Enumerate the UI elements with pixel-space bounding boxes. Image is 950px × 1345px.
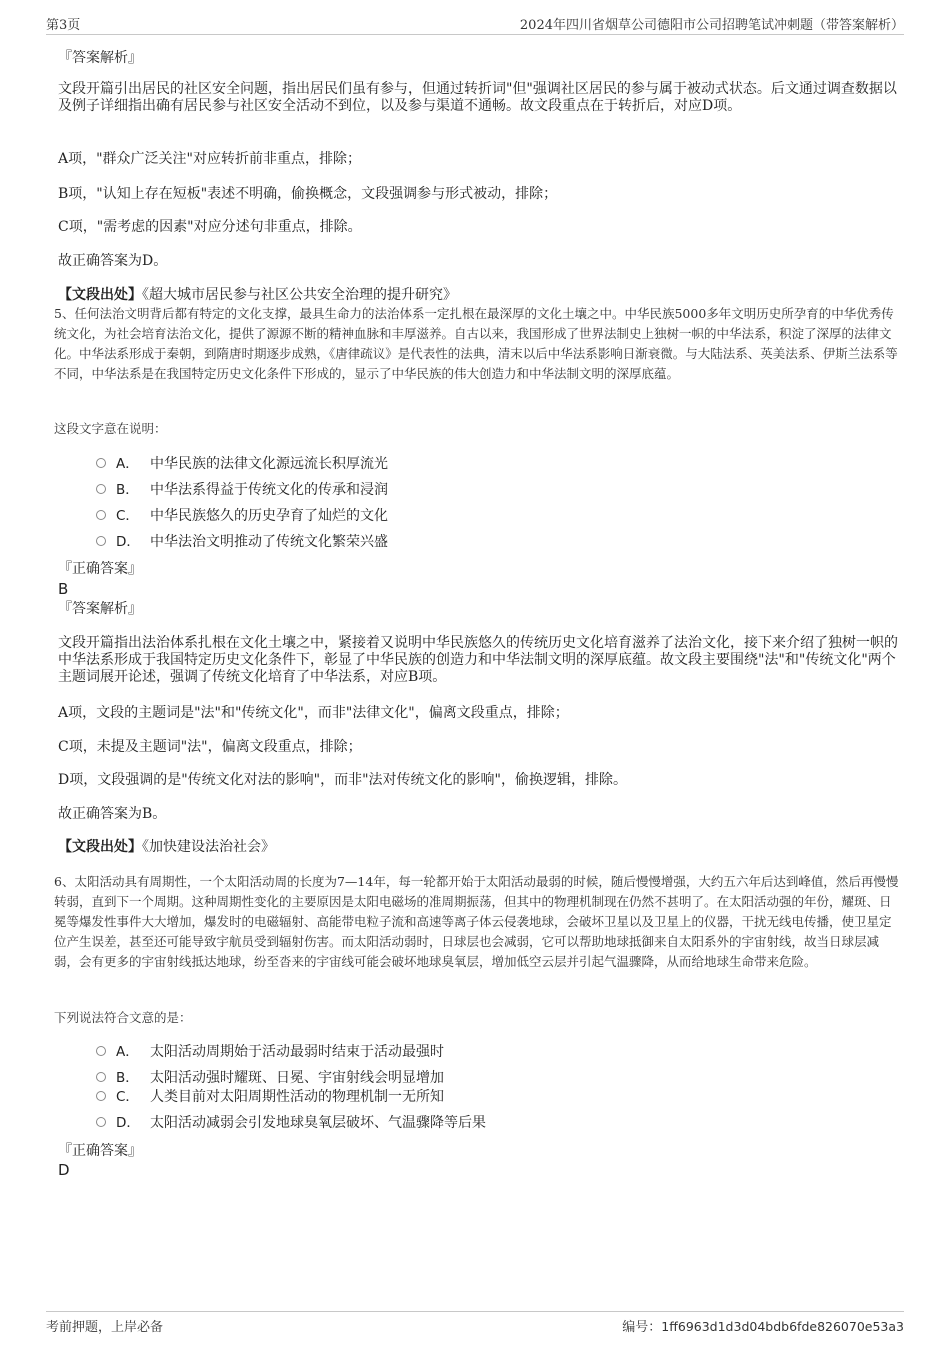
radio-icon[interactable] [96, 1117, 106, 1127]
q6-option-b[interactable] [96, 1068, 444, 1088]
q4-source [58, 286, 457, 304]
option-text: 中华法系得益于传统文化的传承和浸润 [150, 482, 388, 498]
option-letter: D． [116, 534, 140, 550]
option-text: 中华法治文明推动了传统文化繁荣兴盛 [150, 534, 388, 550]
q4-option-c-note: C项，"需考虑的因素"对应分述句非重点，排除。 [58, 219, 362, 235]
radio-icon[interactable] [96, 1091, 106, 1101]
option-text: 中华民族的法律文化源远流长积厚流光 [150, 456, 388, 472]
radio-icon[interactable] [96, 536, 106, 546]
code-label: 编号： [622, 1320, 662, 1335]
footer-slogan: 考前押题，上岸必备 [46, 1320, 164, 1335]
option-letter: C． [116, 508, 139, 524]
q5-passage: 5、任何法治文明背后都有特定的文化支撑，最具生命力的法治体系一定扎根在最深厚的文化土壤之中。中华民族5000多年文明历史所孕育的中华优秀传统文化，为社会培育法治文化，提供了源源不断的精神血脉和丰厚滋养。自古以来，我国形成了世界法制史上独树一帜的中华法系，积淀了深厚的法律文化。中华法系形成于秦朝，到隋唐时期逐步成熟，《唐律疏议》是代表性的法典，清末以后中华法系影响日渐衰微。与大陆法系、英美法系、伊斯兰法系等不同，中华法系是在我国特定历史文化条件下形成的，显示了中华民族的伟大创造力和中华法制文明的深厚底蕴。 [54, 306, 898, 381]
option-letter: A． [116, 1044, 139, 1060]
q5-option-a[interactable] [96, 454, 388, 474]
document-code [622, 1316, 904, 1335]
radio-icon[interactable] [96, 1072, 106, 1082]
option-text: 中华民族悠久的历史孕育了灿烂的文化 [150, 508, 388, 524]
q5-option-c[interactable] [96, 506, 388, 526]
q5-option-a-note: A项，文段的主题词是"法"和"传统文化"，而非"法律文化"，偏离文段重点，排除； [58, 705, 569, 721]
q6-stem: 下列说法符合文意的是： [54, 1010, 192, 1025]
q5-stem: 这段文字意在说明： [54, 421, 167, 436]
page-header [46, 14, 904, 35]
q5-conclusion: 故正确答案为B。 [58, 806, 167, 822]
q5-option-b[interactable] [96, 480, 388, 500]
q5-option-d-note: D项，文段强调的是"传统文化对法的影响"，而非"法对传统文化的影响"，偷换逻辑，排除。 [58, 772, 627, 788]
option-text: 太阳活动周期始于活动最弱时结束于活动最强时 [150, 1044, 444, 1060]
option-letter: A． [116, 456, 139, 472]
option-text: 太阳活动减弱会引发地球臭氧层破坏、气温骤降等后果 [150, 1115, 486, 1131]
q4-conclusion: 故正确答案为D。 [58, 253, 168, 269]
q5-option-c-note: C项，未提及主题词"法"，偏离文段重点，排除； [58, 739, 362, 755]
option-letter: B． [116, 482, 139, 498]
q4-source-label: 【文段出处】 [58, 287, 142, 303]
q6-answer: D [58, 1161, 70, 1179]
q6-passage: 6、太阳活动具有周期性，一个太阳活动周的长度为7—14年，每一轮都开始于太阳活动最弱的时候，随后慢慢增强，大约五六年后达到峰值，然后再慢慢转弱，直到下一个周期。这种周期性变化的主要原因是太阳电磁场的准周期振荡，但其中的物理机制现在仍然不甚明了。在太阳活动强的年份，耀斑、日冕等爆发性事件大大增加，爆发时的电磁辐射、高能带电粒子流和高速等离子体云侵袭地球，会破坏卫星以及卫星上的仪器，干扰无线电传播，使卫星定位产生误差，甚至还可能导致宇航员受到辐射伤害。而太阳活动弱时，日球层也会减弱，它可以帮助地球抵御来自太阳系外的宇宙射线，故当日球层减弱，会有更多的宇宙射线抵达地球，纷至沓来的宇宙线可能会破坏地球臭氧层，增加低空云层并引起气温骤降，从而给地球生命带来危险。 [54, 874, 899, 969]
q5-answer-label: 『正确答案』 [58, 561, 142, 577]
code-value: 1ff6963d1d3d04bdb6fde826070e53a3 [661, 1319, 904, 1334]
q5-analysis-label: 『答案解析』 [58, 601, 142, 617]
radio-icon[interactable] [96, 484, 106, 494]
page-number: 第3页 [46, 18, 81, 33]
q4-option-a-note: A项，"群众广泛关注"对应转折前非重点，排除； [58, 151, 361, 167]
q5-analysis-text: 文段开篇指出法治体系扎根在文化土壤之中，紧接着又说明中华民族悠久的传统历史文化培育滋养了法治文化，接下来介绍了独树一帜的中华法系形成于我国特定历史文化条件下，彰显了中华民族的创造力和中华法制文明的深厚底蕴。故文段主要围绕"法"和"传统文化"两个主题词展开论述，强调了传统文化培育了中华法系，对应B项。 [58, 635, 898, 685]
q4-analysis-text: 文段开篇引出居民的社区安全问题，指出居民们虽有参与，但通过转折词"但"强调社区居民的参与属于被动式状态。后文通过调查数据以及例子详细指出确有居民参与社区安全活动不到位，以及参与渠道不通畅。故文段重点在于转折后，对应D项。 [58, 81, 897, 114]
q6-option-a[interactable] [96, 1042, 444, 1062]
page-footer [46, 1311, 904, 1334]
q4-source-title: 《超大城市居民参与社区公共安全治理的提升研究》 [142, 287, 457, 303]
option-text: 太阳活动强时耀斑、日冕、宇宙射线会明显增加 [150, 1070, 444, 1086]
radio-icon[interactable] [96, 1046, 106, 1056]
q6-option-c[interactable] [96, 1087, 444, 1107]
q5-answer: B [58, 580, 69, 598]
q5-source-title: 《加快建设法治社会》 [142, 839, 275, 855]
option-letter: B． [116, 1070, 139, 1086]
q5-option-d[interactable] [96, 532, 388, 552]
q5-source-label: 【文段出处】 [58, 839, 142, 855]
q5-source [58, 838, 275, 856]
radio-icon[interactable] [96, 458, 106, 468]
document-title: 2024年四川省烟草公司德阳市公司招聘笔试冲刺题（带答案解析） [519, 18, 904, 33]
radio-icon[interactable] [96, 510, 106, 520]
q4-option-b-note: B项，"认知上存在短板"表述不明确，偷换概念，文段强调参与形式被动，排除； [58, 186, 558, 202]
q4-analysis-label: 『答案解析』 [58, 50, 142, 66]
option-letter: C． [116, 1089, 139, 1105]
q6-option-d[interactable] [96, 1113, 486, 1133]
option-text: 人类目前对太阳周期性活动的物理机制一无所知 [150, 1089, 444, 1105]
q6-answer-label: 『正确答案』 [58, 1143, 142, 1159]
option-letter: D． [116, 1115, 140, 1131]
